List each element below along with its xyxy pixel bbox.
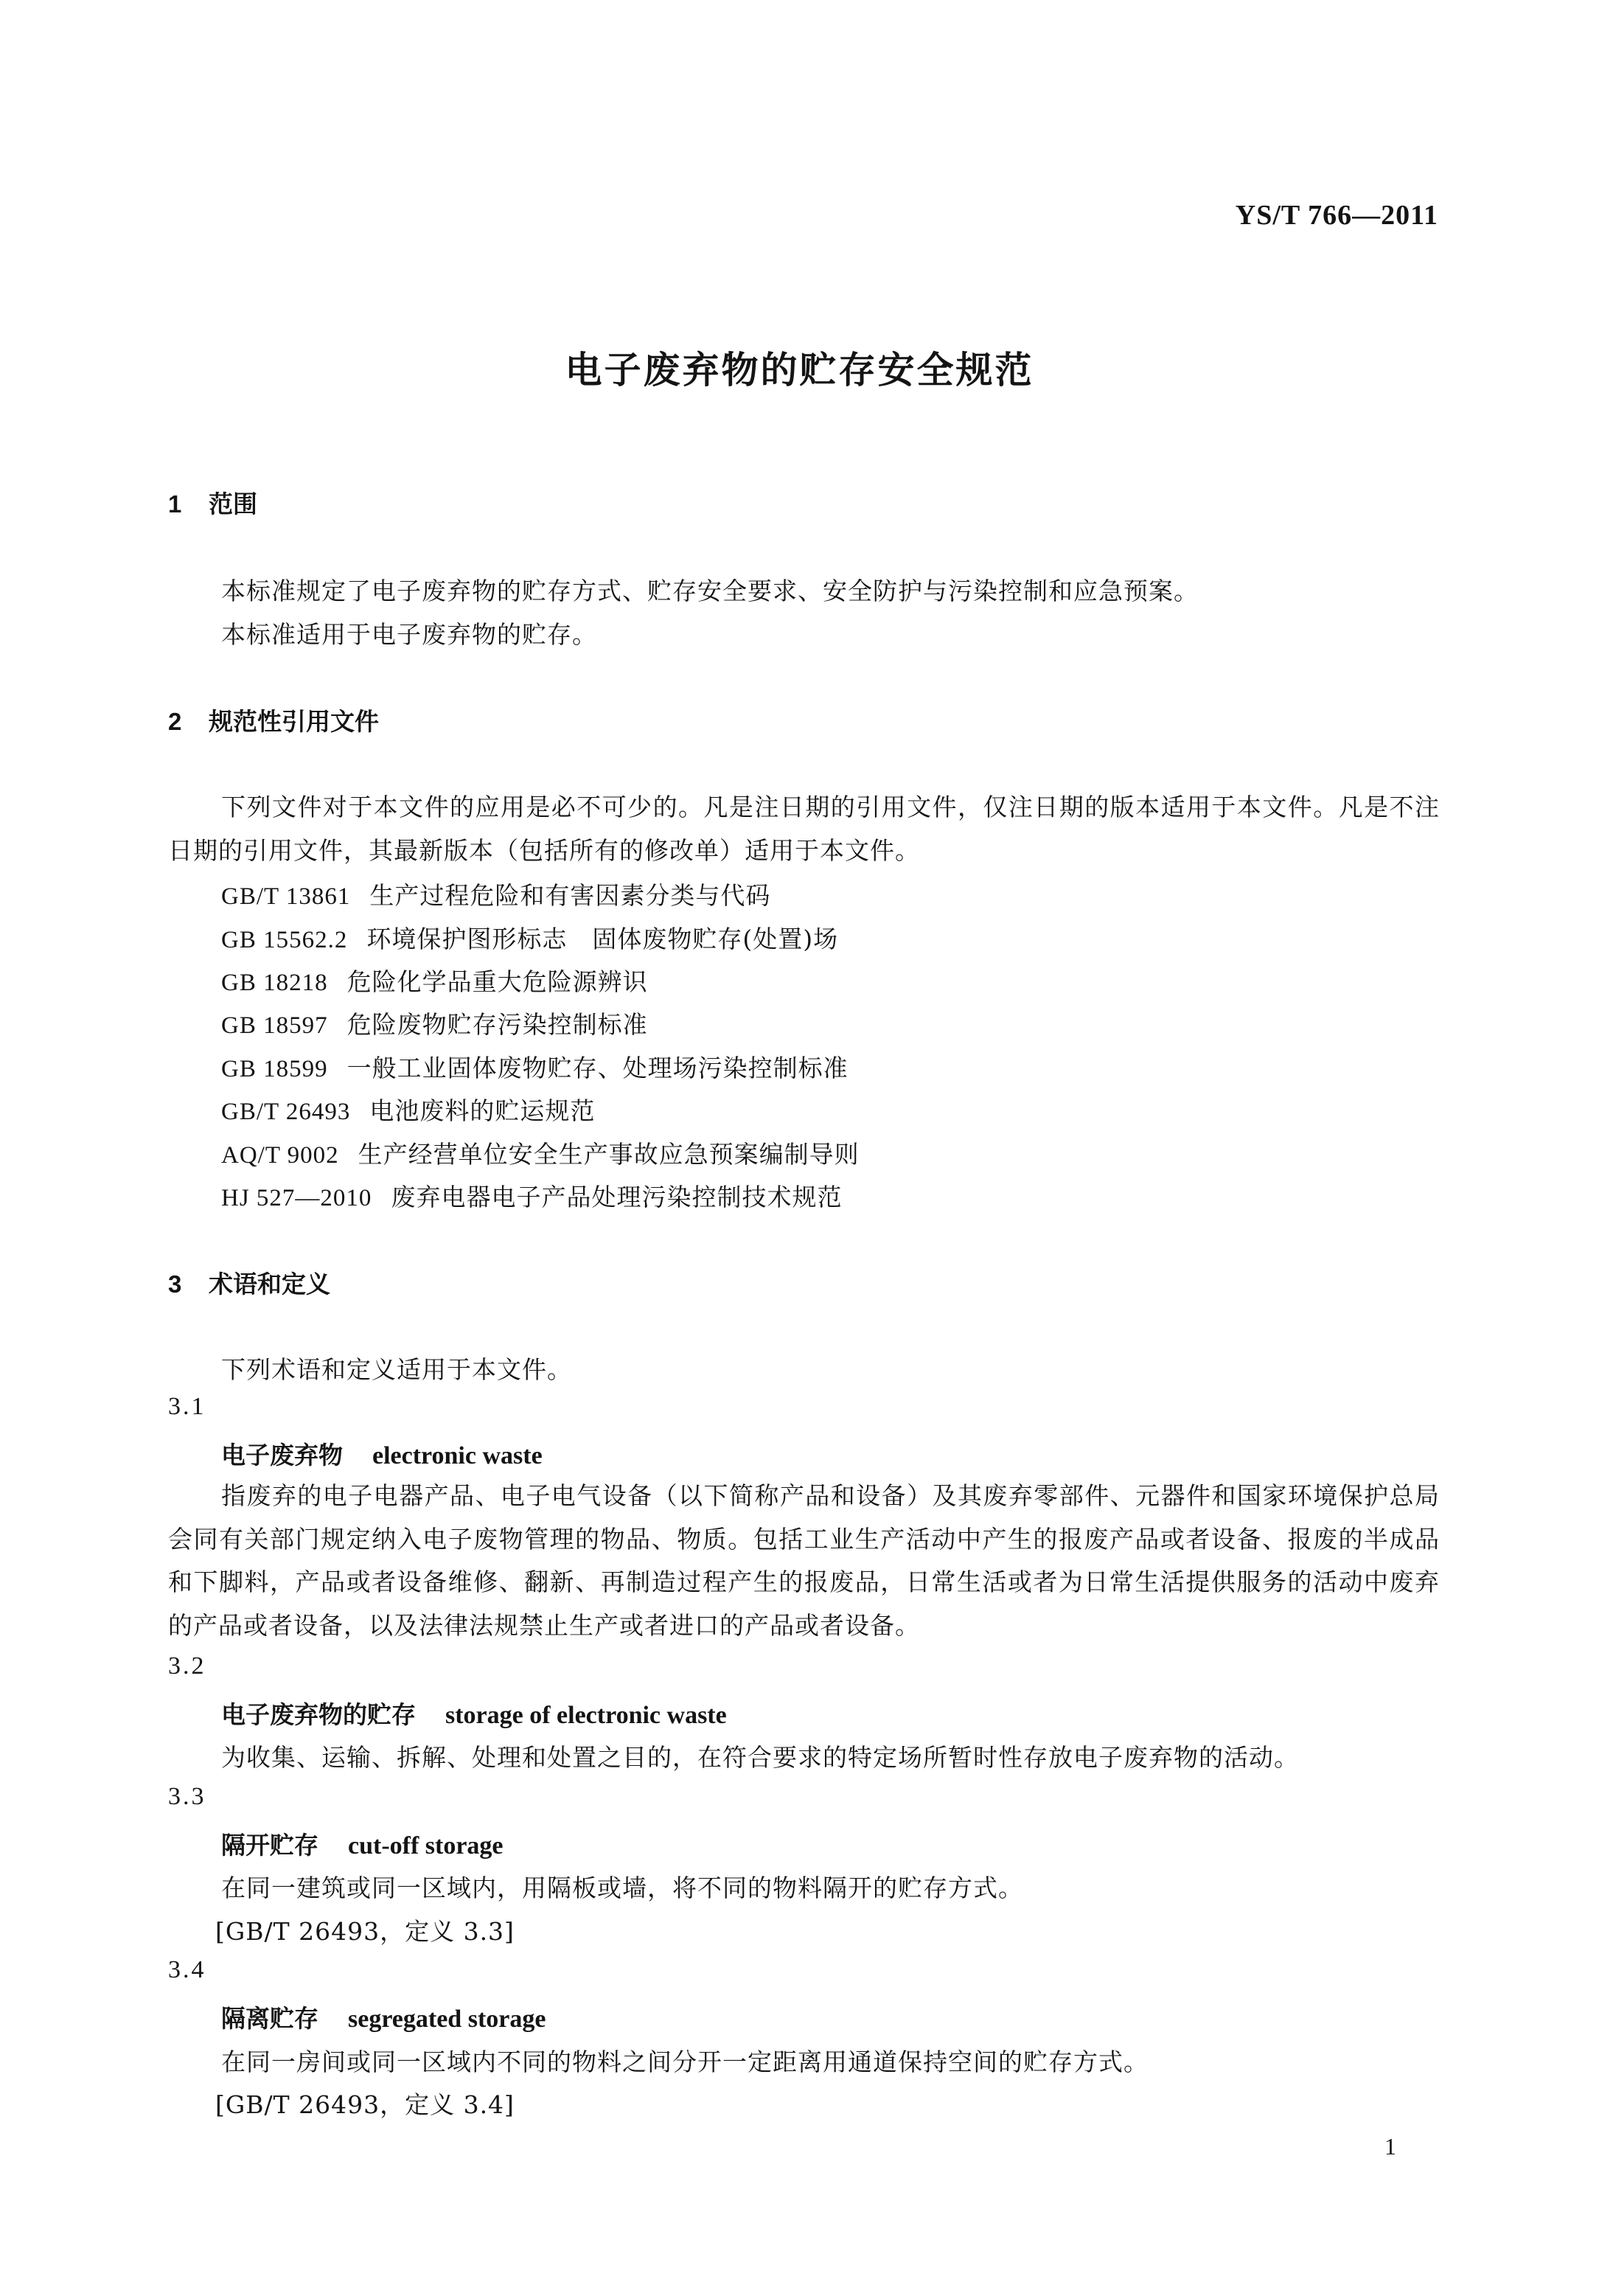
- reference-code: GB/T 26493: [221, 1099, 351, 1125]
- section-heading-terms-definitions: [168, 1265, 330, 1300]
- scope-paragraph: 本标准适用于电子废弃物的贮存。: [221, 620, 597, 649]
- reference-code: GB 18218: [221, 970, 328, 996]
- term-heading: [221, 2000, 546, 2034]
- term-source: [GB/T 26493，定义 3.3]: [215, 1917, 515, 1946]
- clause-number: 3.2: [168, 1652, 206, 1680]
- reference-title: 生产经营单位安全生产事故应急预案编制导则: [358, 1140, 860, 1169]
- reference-code: HJ 527—2010: [221, 1185, 372, 1211]
- reference-title: 废弃电器电子产品处理污染控制技术规范: [391, 1183, 843, 1211]
- term-en: segregated storage: [348, 2005, 546, 2033]
- section-title: 规范性引用文件: [209, 707, 379, 736]
- reference-item: [221, 920, 838, 955]
- term-en: cut-off storage: [348, 1832, 504, 1860]
- term-zh: 电子废弃物的贮存: [221, 1700, 416, 1729]
- reference-title: 一般工业固体废物贮存、处理场污染控制标准: [346, 1054, 849, 1082]
- reference-item: [221, 1006, 648, 1040]
- document-title: 电子废弃物的贮存安全规范: [565, 349, 1034, 392]
- reference-item: [221, 1049, 849, 1084]
- scope-paragraph: 本标准规定了电子废弃物的贮存方式、贮存安全要求、安全防护与污染控制和应急预案。: [221, 577, 1199, 605]
- terms-intro: 下列术语和定义适用于本文件。: [221, 1355, 572, 1384]
- term-heading: [221, 1826, 504, 1861]
- term-definition: 为收集、运输、拆解、处理和处置之目的，在符合要求的特定场所暂时性存放电子废弃物的活动。: [221, 1743, 1299, 1772]
- reference-code: AQ/T 9002: [221, 1142, 339, 1169]
- term-heading: [221, 1696, 727, 1730]
- section-heading-scope: [168, 485, 257, 520]
- term-zh: 电子废弃物: [221, 1441, 343, 1469]
- references-intro: 下列文件对于本文件的应用是必不可少的。凡是注日期的引用文件，仅注日期的版本适用于本文件。凡是不注日期的引用文件，其最新版本（包括所有的修改单）适用于本文件。: [168, 793, 1440, 865]
- reference-title: 危险化学品重大危险源辨识: [346, 967, 648, 996]
- reference-title: 环境保护图形标志 固体废物贮存(处置)场: [366, 925, 839, 953]
- section-title: 范围: [209, 490, 257, 518]
- section-number: 1: [168, 490, 182, 518]
- clause-number: 3.3: [168, 1783, 206, 1810]
- clause-number: 3.1: [168, 1393, 206, 1420]
- reference-item: [221, 1092, 595, 1127]
- section-heading-normative-references: [168, 703, 379, 737]
- reference-item: [221, 877, 770, 911]
- term-definition: 指废弃的电子电器产品、电子电气设备（以下简称产品和设备）及其废弃零部件、元器件和国家环境保护总局会同有关部门规定纳入电子废物管理的物品、物质。包括工业生产活动中产生的报废产品或者设备、报废的半成品和下脚料，产品或者设备维修、翻新、再制造过程产生的报废品，日常生活或者为日常生活提供服务的活动中废弃的产品或者设备，以及法律法规禁止生产或者进口的产品或者设备。: [168, 1481, 1440, 1640]
- reference-item: [221, 1178, 842, 1213]
- term-definition: 在同一建筑或同一区域内，用隔板或墙，将不同的物料隔开的贮存方式。: [221, 1874, 1023, 1902]
- term-en: electronic waste: [372, 1442, 543, 1469]
- term-definition: 在同一房间或同一区域内不同的物料之间分开一定距离用通道保持空间的贮存方式。: [221, 2048, 1149, 2076]
- term-source: [GB/T 26493，定义 3.4]: [215, 2090, 515, 2119]
- reference-code: GB/T 13861: [221, 883, 351, 910]
- reference-item: [221, 1135, 860, 1170]
- reference-title: 生产过程危险和有害因素分类与代码: [369, 881, 771, 910]
- reference-item: [221, 963, 648, 998]
- term-zh: 隔离贮存: [221, 2004, 318, 2033]
- reference-title: 电池废料的贮运规范: [369, 1096, 596, 1125]
- reference-title: 危险废物贮存污染控制标准: [346, 1010, 648, 1039]
- term-en: storage of electronic waste: [445, 1702, 727, 1729]
- section-number: 2: [168, 708, 182, 735]
- page-number: 1: [1384, 2133, 1396, 2160]
- reference-code: GB 18597: [221, 1012, 328, 1039]
- reference-code: GB 15562.2: [221, 927, 348, 953]
- reference-code: GB 18599: [221, 1056, 328, 1082]
- standard-code: YS/T 766—2011: [1235, 200, 1438, 231]
- term-heading: [221, 1436, 543, 1471]
- section-number: 3: [168, 1270, 182, 1298]
- clause-number: 3.4: [168, 1956, 206, 1983]
- section-title: 术语和定义: [209, 1270, 330, 1298]
- term-zh: 隔开贮存: [221, 1831, 318, 1860]
